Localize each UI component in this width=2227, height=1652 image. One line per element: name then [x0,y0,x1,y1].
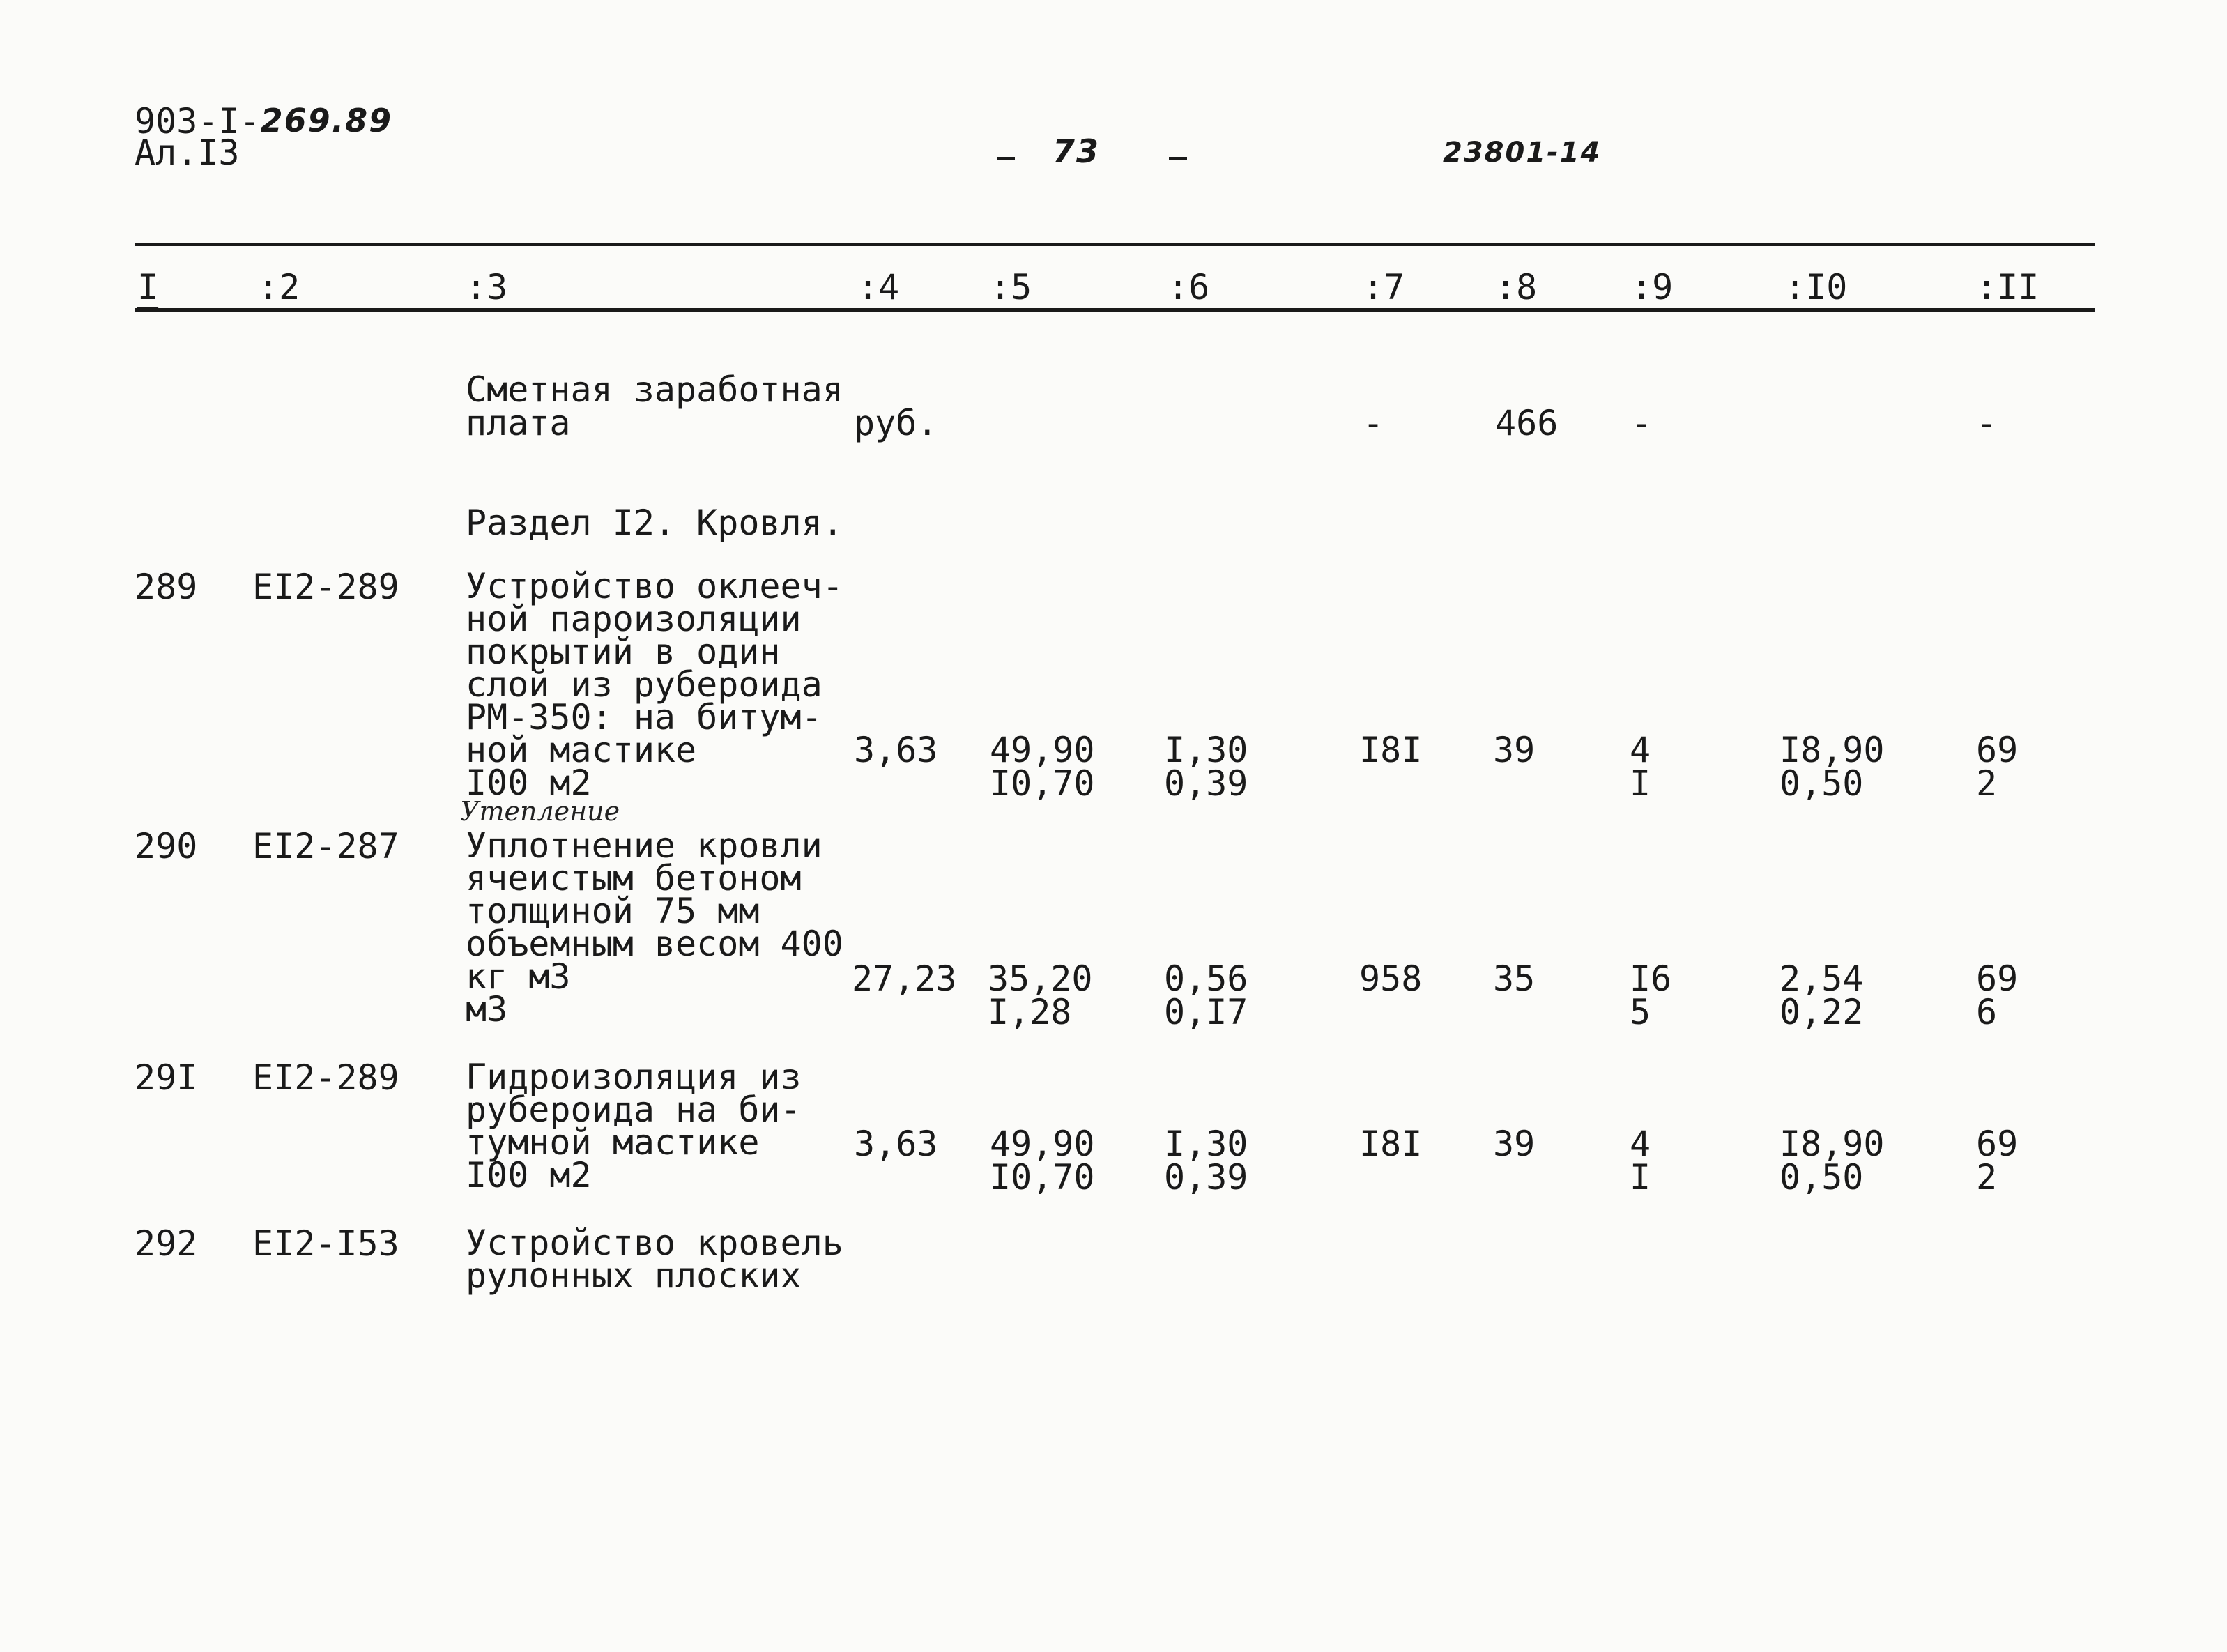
row-col5: 49,90 I0,70 [990,1124,1095,1198]
row-col4: 27,23 [852,958,957,999]
row-col5: 49,90 I0,70 [990,730,1095,804]
column-header: :4 [857,267,900,307]
wage-col11: - [1976,403,1998,443]
document-code-handwritten: 269.89 [260,102,393,139]
row-col7: I8I [1359,1124,1423,1164]
row-description: Устройство оклееч- ной пароизоляции покрытий в один слой из рубероида РМ-350: на битум- ной мастике I00 м2 [466,566,843,803]
row-col6: 0,56 0,I7 [1164,958,1248,1032]
row-code: EI2-287 [252,826,399,866]
wage-col7: - [1363,403,1384,443]
doc-number: 23801-14 [1443,137,1602,169]
row-col9: I6 5 [1630,958,1672,1032]
section-title: Раздел I2. Кровля. [466,503,843,543]
page-number: 73 [1053,132,1101,170]
page-dash-left [997,157,1015,160]
row-code: EI2-289 [252,1057,399,1098]
column-header: :8 [1495,267,1538,307]
row-description: Гидроизоляция из рубероида на би- тумной мастике I00 м2 [466,1057,802,1195]
row-col11: 69 2 [1976,1124,2019,1198]
column-header: :7 [1363,267,1405,307]
document-code-prefix: 903-I- [135,101,261,142]
row-col7: 958 [1359,958,1423,999]
table-top-rule [135,243,2095,246]
handwritten-note: Утепление [460,796,620,827]
row-col9: 4 I [1630,730,1651,804]
page-dash-right [1169,157,1187,160]
row-col6: I,30 0,39 [1164,1124,1248,1198]
row-col9: 4 I [1630,1124,1651,1198]
row-col8: 39 [1493,1124,1536,1164]
row-number: 29I [135,1057,198,1098]
row-description: Устройство кровель рулонных плоских [466,1223,843,1296]
wage-unit: руб. [854,403,938,443]
row-col4: 3,63 [854,730,938,770]
row-description: Уплотнение кровли ячеистым бетоном толщиной 75 мм объемным весом 400 кг м3 м3 [466,825,843,1030]
row-col8: 35 [1493,958,1536,999]
row-col10: I8,90 0,50 [1780,730,1885,804]
column-header: :2 [258,267,300,307]
row-col11: 69 2 [1976,730,2019,804]
column-header: :6 [1168,267,1210,307]
row-col6: I,30 0,39 [1164,730,1248,804]
column-header: :9 [1631,267,1674,307]
table-header-rule [135,308,2095,312]
column-header: :II [1976,267,2039,307]
wage-col9: - [1631,403,1653,443]
row-col10: 2,54 0,22 [1780,958,1864,1032]
row-code: EI2-I53 [252,1223,399,1264]
row-number: 289 [135,567,198,607]
row-code: EI2-289 [252,567,399,607]
row-col7: I8I [1359,730,1423,770]
wage-description: Сметная заработная плата [466,369,843,443]
column-header: :I0 [1784,267,1848,307]
row-col4: 3,63 [854,1124,938,1164]
row-col10: I8,90 0,50 [1780,1124,1885,1198]
row-col5: 35,20 I,28 [988,958,1093,1032]
column-header: :5 [990,267,1032,307]
album-number: Ал.I3 [135,132,240,173]
wage-col8: 466 [1495,403,1559,443]
row-number: 292 [135,1223,198,1264]
column-header: I [137,267,159,307]
column-header: :3 [466,267,508,307]
row-number: 290 [135,826,198,866]
row-col8: 39 [1493,730,1536,770]
row-col11: 69 6 [1976,958,2019,1032]
